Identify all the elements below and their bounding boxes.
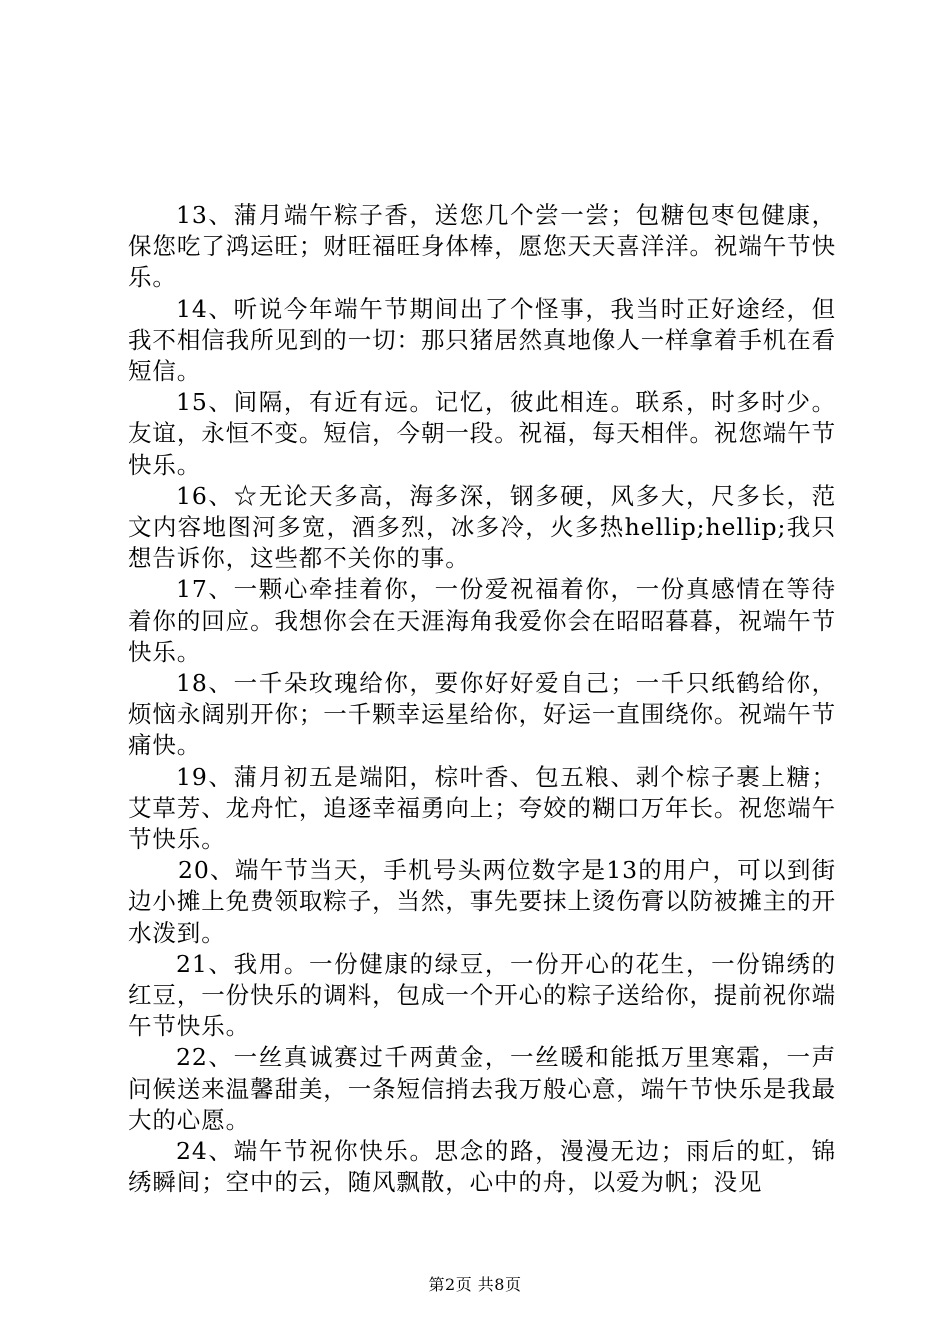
paragraph-19: 19、蒲月初五是端阳，棕叶香、包五粮、剥个棕子裹上糖；艾草芳、龙舟忙，追逐幸福勇向上；夸姣的糊口万年长。祝您端午节快乐。	[128, 762, 836, 854]
document-body	[128, 200, 836, 1199]
paragraph-17: 17、一颗心牵挂着你，一份爱祝福着你，一份真感情在等待着你的回应。我想你会在天涯海角我爱你会在昭昭暮暮，祝端午节快乐。	[128, 575, 836, 666]
paragraph-21: 21、我用。一份健康的绿豆，一份开心的花生，一份锦绣的红豆，一份快乐的调料，包成一个开心的粽子送给你，提前祝你端午节快乐。	[128, 949, 836, 1041]
paragraph-24: 24、端午节祝你快乐。思念的路，漫漫无边；雨后的虹，锦绣瞬间；空中的云，随风飘散，心中的舟，以爱为帆；没见	[128, 1137, 836, 1197]
page-footer: 第2页 共8页	[428, 1275, 522, 1294]
paragraph-15: 15、间隔，有近有远。记忆，彼此相连。联系，时多时少。友谊，永恒不变。短信，今朝一段。祝福，每天相伴。祝您端午节快乐。	[128, 388, 836, 479]
paragraph-18: 18、一千朵玫瑰给你，要你好好爱自己；一千只纸鹤给你，烦恼永阔别开你；一千颗幸运星给你，好运一直围绕你。祝端午节痛快。	[128, 669, 836, 760]
paragraph-22: 22、一丝真诚赛过千两黄金，一丝暖和能抵万里寒霜，一声问候送来温馨甜美，一条短信捎去我万般心意，端午节快乐是我最大的心愿。	[128, 1043, 836, 1134]
paragraph-20: 20、端午节当天，手机号头两位数字是13的用户，可以到街边小摊上免费领取粽子，当然，事先要抹上烫伤膏以防被摊主的开水泼到。	[128, 856, 836, 947]
paragraph-13: 13、蒲月端午粽子香，送您几个尝一尝；包糖包枣包健康，保您吃了鸿运旺；财旺福旺身体棒，愿您天天喜洋洋。祝端午节快乐。	[128, 201, 836, 292]
paragraph-14: 14、听说今年端午节期间出了个怪事，我当时正好途经，但我不相信我所见到的一切：那只猪居然真地像人一样拿着手机在看短信。	[128, 294, 836, 386]
paragraph-16: 16、☆无论天多高，海多深，钢多硬，风多大，尺多长，范文内容地图河多宽，酒多烈，冰多冷，火多热hellip;hellip;我只想告诉你，这些都不关你的事。	[128, 481, 836, 573]
